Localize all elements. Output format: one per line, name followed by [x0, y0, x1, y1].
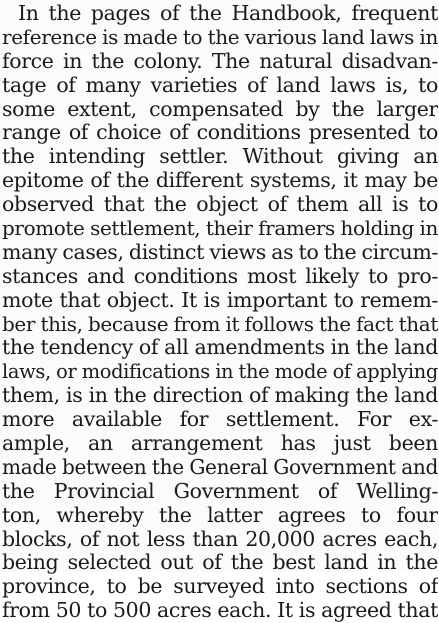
article-line: epitome of the different systems, it may be [2, 169, 438, 193]
article-line: many cases, distinct views as to the circum- [2, 240, 438, 264]
article-line: made between the General Government and [2, 455, 438, 479]
article-line: the tendency of all amendments in the land [2, 336, 438, 360]
article-line: ton, whereby the latter agrees to four [2, 503, 438, 527]
article-column [2, 2, 438, 623]
article-line: force in the colony. The natural disadvan- [2, 49, 438, 73]
article-line: from 50 to 500 acres each. It is agreed that [2, 599, 438, 623]
article-line: the intending settler. Without giving an [2, 145, 438, 169]
article-line: promote settlement, their framers holding in [2, 217, 438, 241]
article-line: ample, an arrangement has just been [2, 432, 438, 456]
article-line: more available for settlement. For ex- [2, 408, 438, 432]
article-line: observed that the object of them all is to [2, 193, 438, 217]
article-line: the Provincial Government of Welling- [2, 479, 438, 503]
article-line: them, is in the direction of making the land [2, 384, 438, 408]
article-line: range of choice of conditions presented to [2, 121, 438, 145]
article-line: In the pages of the Handbook, frequent [18, 2, 438, 25]
article-line: ber this, because from it follows the fact that [2, 312, 438, 336]
article-line: province, to be surveyed into sections of [2, 575, 438, 599]
article-line: blocks, of not less than 20,000 acres each, [2, 527, 438, 551]
article-line: laws, or modifications in the mode of applying [2, 360, 438, 384]
article-line: some extent, compensated by the larger [2, 97, 438, 121]
article-line: tage of many varieties of land laws is, to [2, 73, 438, 97]
article-line: being selected out of the best land in the [2, 551, 438, 575]
article-line: reference is made to the various land laws in [2, 25, 438, 49]
article-line: mote that object. It is important to remem- [2, 288, 438, 312]
article-line: stances and conditions most likely to pro- [2, 264, 438, 288]
